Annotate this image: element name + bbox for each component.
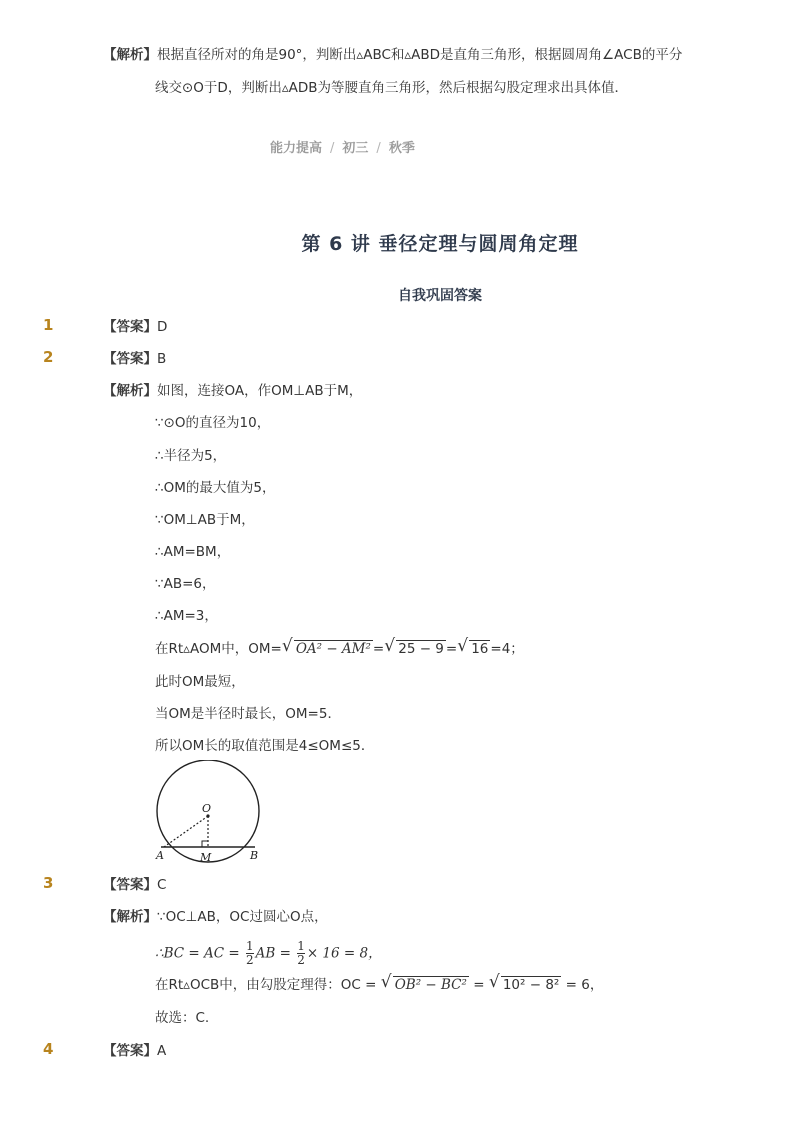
- question-number: 3: [43, 874, 54, 892]
- answer-tag: 【答案】: [103, 351, 157, 367]
- page-title: 第 6 讲 垂径定理与圆周角定理: [301, 233, 579, 255]
- formula-part: ∴BC = AC =: [155, 945, 244, 962]
- numerator: 1: [245, 939, 254, 953]
- label-o: O: [202, 802, 212, 815]
- answer-value: A: [157, 1043, 167, 1059]
- footer-grade: 初三: [342, 141, 369, 156]
- analysis-text: ∵OC⊥AB，OC过圆心O点，: [157, 909, 328, 925]
- q2-answer: [103, 350, 166, 368]
- question-number: 2: [43, 348, 54, 366]
- q3-pythagoras-line: [155, 976, 603, 994]
- equals: =: [468, 977, 489, 993]
- formula-part: × 16 = 8，: [306, 945, 382, 962]
- analysis-text: 如图，连接OA，作OM⊥AB于M，: [157, 383, 363, 399]
- q3-analysis-line: [103, 908, 328, 926]
- label-a: A: [156, 849, 164, 862]
- formula-part: 在Rt▵OCB中，由勾股定理得：OC =: [155, 977, 381, 993]
- fraction: [246, 940, 254, 967]
- radicand: 16: [471, 641, 489, 657]
- answer-tag: 【答案】: [103, 319, 157, 335]
- radicand: OA² − AM²: [295, 641, 371, 657]
- denominator: 2: [245, 953, 254, 967]
- q2-analysis-line: 所以OM长的取值范围是4≤OM≤5．: [155, 738, 375, 754]
- q2-analysis-line: ∵⊙O的直径为10，: [155, 415, 271, 431]
- q2-analysis-line: ∴AM=3，: [155, 608, 218, 624]
- q2-analysis-line: ∴OM的最大值为5，: [155, 480, 276, 496]
- q1-answer: [103, 318, 167, 336]
- denominator: 2: [297, 953, 305, 967]
- sqrt-expression: [457, 640, 490, 658]
- answer-tag: 【答案】: [103, 1043, 157, 1059]
- right-angle-mark: [202, 841, 208, 847]
- answer-value: B: [157, 351, 167, 367]
- analysis-tag: 【解析】: [103, 909, 157, 925]
- radicand: 10² − 8²: [502, 977, 560, 993]
- answer-tag: 【答案】: [103, 877, 157, 893]
- segment-oa: [164, 816, 208, 847]
- answer-value: D: [157, 319, 168, 335]
- q2-analysis-line: ∵OM⊥AB于M，: [155, 512, 255, 528]
- sqrt-expression: [282, 640, 373, 658]
- analysis-tag: 【解析】: [103, 47, 157, 63]
- footer-course: 能力提高: [270, 141, 323, 156]
- answer-value: C: [157, 877, 167, 893]
- q2-analysis-line: ∴半径为5，: [155, 448, 227, 464]
- radicand: OB² − BC²: [394, 977, 467, 993]
- top-analysis-line1: [103, 46, 682, 64]
- q2-analysis-line: 此时OM最短，: [155, 674, 245, 690]
- analysis-text: 根据直径所对的角是90°，判断出▵ABC和▵ABD是直角三角形，根据圆周角∠ACB的平分: [157, 47, 683, 63]
- equals: =: [372, 641, 385, 657]
- top-analysis-line2: 线交⊙O于D，判断出▵ADB为等腰直角三角形，然后根据勾股定理求出具体值．: [155, 80, 629, 96]
- q3-formula-line: [155, 940, 382, 966]
- q3-answer: [103, 876, 166, 894]
- footer-season: 秋季: [388, 141, 415, 156]
- equals: =: [445, 641, 458, 657]
- q2-analysis-line: 当OM是半径时最长，OM=5．: [155, 706, 341, 722]
- rt-text: 在Rt▵AOM中，OM=: [155, 641, 282, 657]
- section-subtitle: 自我巩固答案: [398, 288, 482, 304]
- q2-analysis-line: [103, 382, 362, 400]
- formula-result: = 6，: [561, 977, 604, 993]
- question-number: 4: [43, 1040, 54, 1058]
- sqrt-expression: [381, 976, 469, 994]
- question-number: 1: [43, 316, 54, 334]
- label-b: B: [250, 849, 259, 862]
- formula-part: AB =: [255, 945, 296, 962]
- label-m: M: [200, 851, 212, 864]
- q2-analysis-line: ∵AB=6，: [155, 576, 216, 592]
- page-footer: [270, 137, 415, 156]
- radicand: 25 − 9: [398, 641, 444, 657]
- circle-figure: [152, 760, 264, 866]
- rt-result: =4；: [490, 641, 524, 657]
- q2-analysis-line: ∴AM=BM，: [155, 544, 231, 560]
- q2-rt-line: [155, 640, 524, 658]
- sqrt-expression: [384, 640, 446, 658]
- fraction: [297, 940, 305, 967]
- q3-conclusion: 故选：C.: [155, 1010, 210, 1026]
- q4-answer: [103, 1042, 166, 1060]
- footer-sep: /: [330, 141, 335, 156]
- numerator: 1: [297, 939, 305, 953]
- sqrt-expression: [489, 976, 562, 994]
- analysis-tag: 【解析】: [103, 383, 157, 399]
- footer-sep: /: [376, 141, 381, 156]
